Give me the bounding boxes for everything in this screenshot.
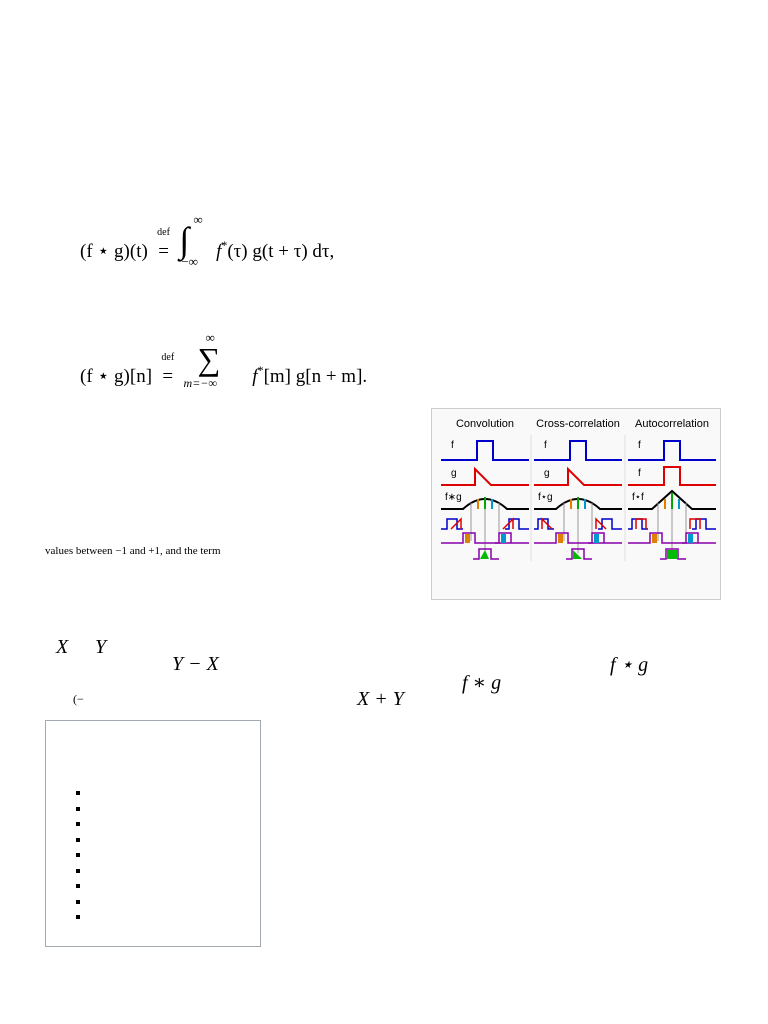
f-signal-line — [628, 441, 716, 460]
shifted-f — [636, 519, 646, 529]
row2-label: f — [638, 468, 641, 479]
equals-sign-discrete: = — [162, 366, 174, 388]
formula-discrete-lhs: (f ⋆ g)[n] — [80, 366, 153, 388]
overlap-area — [558, 534, 563, 543]
formula-discrete — [80, 330, 368, 392]
figure-title-autocorrelation: Autocorrelation — [635, 418, 709, 430]
paren-fragment: (− — [73, 692, 84, 706]
f-conv-g-text: f ∗ g — [462, 672, 502, 694]
f-star-g-text: f ⋆ g — [610, 654, 649, 676]
variable-x-text: X — [56, 636, 69, 658]
def-equals-sign-discrete — [157, 352, 179, 388]
toc-bullet[interactable] — [76, 915, 80, 919]
overlap-area — [465, 534, 470, 543]
row3-label: f∗g — [445, 492, 462, 503]
overlap-area — [652, 534, 657, 543]
summand — [252, 363, 368, 388]
x-plus-y-expression — [357, 688, 404, 711]
overlap-area — [480, 550, 489, 559]
conjugate-star-discrete: * — [257, 363, 264, 378]
shifted-g — [596, 519, 606, 529]
toc-bullet[interactable] — [76, 869, 80, 873]
range-note-text: values between −1 and +1, and the term — [45, 545, 221, 557]
toc-bullet[interactable] — [76, 884, 80, 888]
variable-x — [56, 636, 68, 659]
figure-title-cross-correlation: Cross-correlation — [536, 418, 620, 430]
integral-lower-limit: −∞ — [181, 254, 198, 269]
shifted-g — [503, 519, 513, 529]
integral-symbol: ∫ — [179, 220, 190, 260]
figure-title-convolution: Convolution — [455, 418, 515, 430]
formula-continuous-lhs: (f ⋆ g)(t) — [80, 241, 148, 263]
toc-bullet[interactable] — [76, 822, 80, 826]
equals-sign: = — [158, 241, 169, 263]
figure-column-cross-correlation — [534, 440, 622, 559]
row1-label: f — [451, 440, 454, 451]
comparison-figure — [431, 408, 721, 600]
y-minus-x-expression — [172, 653, 219, 676]
def-equals-sign — [153, 227, 175, 263]
f-signal-line — [441, 441, 529, 460]
conjugate-star: * — [221, 238, 228, 253]
integral-sign — [179, 212, 207, 269]
sum-lower-limit: m=−∞ — [183, 376, 217, 390]
f-star-g-expression — [610, 652, 648, 677]
formula-continuous — [80, 212, 335, 269]
def-label-discrete: def — [161, 352, 175, 364]
comparison-figure-graphic — [433, 413, 721, 563]
summation-sign — [183, 330, 244, 392]
toc-bullet[interactable] — [76, 853, 80, 857]
variable-y-text: Y — [95, 636, 107, 658]
figure-column-convolution — [441, 440, 529, 559]
table-of-contents — [45, 720, 261, 947]
integrand-f: f — [216, 241, 222, 263]
f-signal-line — [534, 441, 622, 460]
summand-f: f — [252, 366, 258, 388]
toc-bullet[interactable] — [76, 900, 80, 904]
toc-list — [76, 791, 80, 931]
overlap-area — [501, 534, 506, 543]
x-plus-y-text: X + Y — [357, 688, 404, 710]
row3-label: f⋆f — [632, 492, 644, 503]
variable-y — [95, 636, 106, 659]
integrand-rest: (τ) g(t + τ) dτ, — [227, 241, 335, 263]
row1-label: f — [638, 440, 641, 451]
shifted-f — [628, 519, 648, 529]
f-conv-g-expression — [462, 670, 501, 695]
overlap-area — [688, 534, 693, 543]
shifted-f — [692, 519, 716, 529]
row3-label: f⋆g — [538, 492, 553, 503]
toc-bullet[interactable] — [76, 838, 80, 842]
shifted-f — [690, 519, 700, 529]
toc-bullet[interactable] — [76, 807, 80, 811]
overlap-area — [594, 534, 599, 543]
summand-rest: [m] g[n + m]. — [263, 366, 368, 388]
row1-label: f — [544, 440, 547, 451]
toc-bullet[interactable] — [76, 791, 80, 795]
integral-upper-limit: ∞ — [193, 212, 203, 227]
overlap-area — [667, 550, 677, 559]
integrand — [216, 238, 335, 263]
figure-column-autocorrelation — [628, 440, 716, 559]
sum-symbol: ∑ — [197, 341, 221, 377]
f-signal-line — [628, 467, 716, 485]
sum-upper-limit: ∞ — [205, 330, 215, 345]
row2-label: g — [544, 468, 550, 479]
shifted-g — [451, 519, 461, 529]
def-label: def — [157, 227, 170, 239]
shifted-g — [542, 519, 552, 529]
row2-label: g — [451, 468, 457, 479]
y-minus-x-text: Y − X — [172, 653, 219, 675]
